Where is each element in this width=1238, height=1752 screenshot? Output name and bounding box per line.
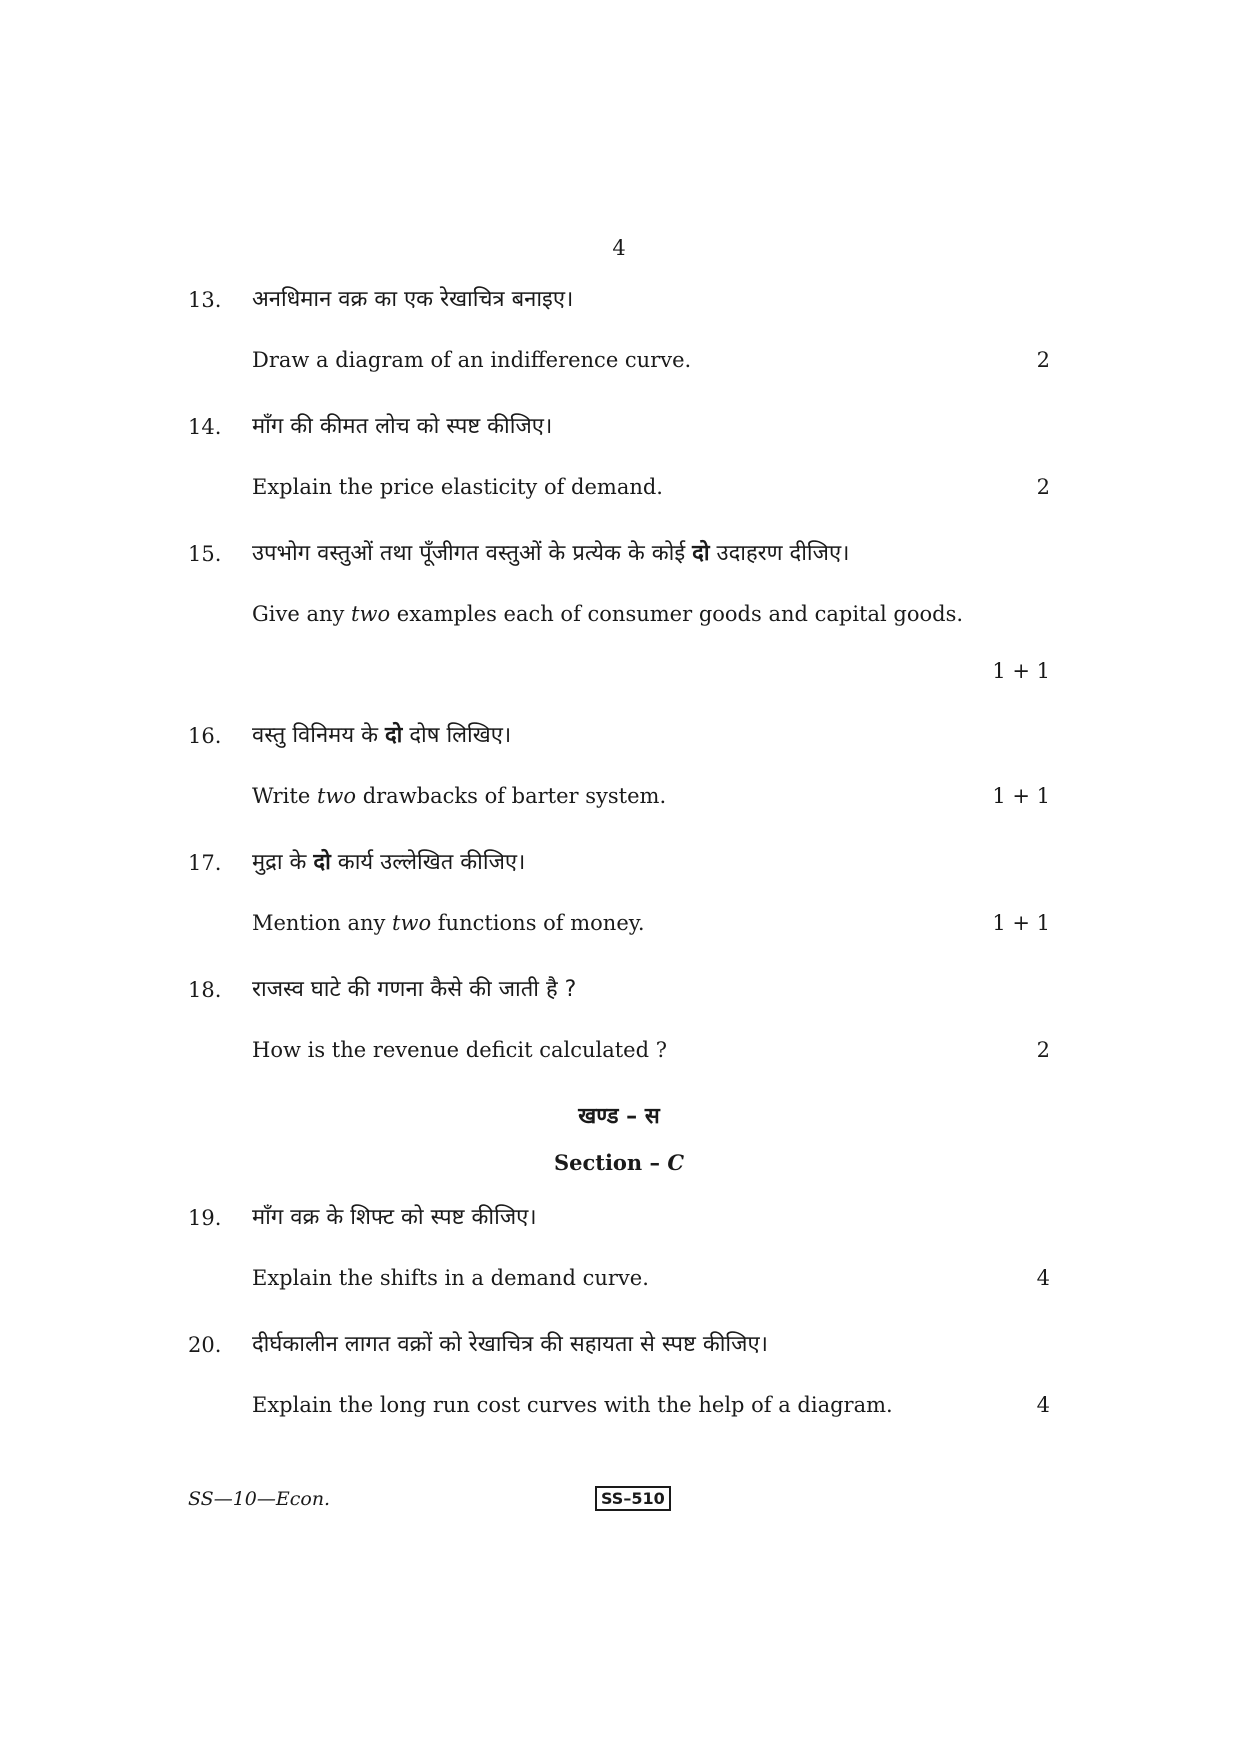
question-number: 13.	[188, 288, 222, 312]
section-letter: C	[667, 1150, 685, 1175]
english-emphasis: two	[316, 784, 357, 808]
question-hindi: अनधिमान वक्र का एक रेखाचित्र बनाइए।	[252, 287, 574, 312]
question-number: 14.	[188, 415, 222, 439]
hindi-text: मुद्रा के	[252, 850, 314, 875]
question-number: 19.	[188, 1206, 222, 1230]
question-hindi: राजस्व घाटे की गणना कैसे की जाती है ?	[252, 977, 577, 1002]
english-text: Write	[252, 784, 317, 808]
question-marks: 1 + 1	[992, 659, 1050, 683]
question-hindi	[252, 721, 511, 751]
question-number: 17.	[188, 851, 222, 875]
footer-paper-code: SS—10—Econ.	[188, 1488, 331, 1510]
question-hindi	[252, 848, 525, 878]
question-marks: 1 + 1	[992, 784, 1050, 808]
page-number: 4	[612, 236, 626, 260]
question-marks: 4	[1036, 1266, 1050, 1290]
hindi-text: उदाहरण दीजिए।	[709, 541, 850, 566]
question-number: 16.	[188, 724, 222, 748]
question-number: 20.	[188, 1333, 222, 1357]
hindi-emphasis: दो	[384, 723, 403, 748]
question-marks: 1 + 1	[992, 911, 1050, 935]
question-hindi: माँग की कीमत लोच को स्पष्ट कीजिए।	[252, 414, 553, 439]
english-text: examples each of consumer goods and capital goods.	[390, 602, 964, 626]
question-hindi	[252, 539, 849, 569]
question-hindi: माँग वक्र के शिफ्ट को स्पष्ट कीजिए।	[252, 1205, 537, 1230]
hindi-text: वस्तु विनिमय के	[252, 723, 385, 748]
question-number: 15.	[188, 542, 222, 566]
english-emphasis: two	[351, 602, 391, 626]
section-heading-hindi: खण्ड – स	[578, 1104, 660, 1129]
question-hindi: दीर्घकालीन लागत वक्रों को रेखाचित्र की सहायता से स्पष्ट कीजिए।	[252, 1332, 768, 1357]
question-marks: 2	[1036, 348, 1050, 372]
section-heading-english	[0, 1150, 1238, 1175]
footer-series-code: SS–510	[595, 1486, 671, 1511]
question-english	[252, 908, 645, 938]
hindi-text: कार्य उल्लेखित कीजिए।	[330, 850, 526, 875]
english-text: functions of money.	[431, 911, 645, 935]
question-marks: 2	[1036, 475, 1050, 499]
hindi-text: उपभोग वस्तुओं तथा पूँजीगत वस्तुओं के प्रत्येक के कोई	[252, 541, 693, 566]
hindi-emphasis: दो	[692, 541, 710, 566]
english-text: Give any	[252, 602, 352, 626]
question-english: Explain the shifts in a demand curve.	[252, 1266, 649, 1290]
english-text: drawbacks of barter system.	[356, 784, 667, 808]
hindi-emphasis: दो	[313, 850, 331, 875]
english-emphasis: two	[392, 911, 432, 935]
question-english: Explain the long run cost curves with the help of a diagram.	[252, 1393, 893, 1417]
question-marks: 2	[1036, 1038, 1050, 1062]
question-marks: 4	[1036, 1393, 1050, 1417]
question-english: Explain the price elasticity of demand.	[252, 475, 663, 499]
english-text: Mention any	[252, 911, 393, 935]
question-english	[252, 599, 963, 629]
hindi-text: दोष लिखिए।	[402, 723, 512, 748]
question-number: 18.	[188, 978, 222, 1002]
question-english: How is the revenue deficit calculated ?	[252, 1038, 667, 1062]
question-english	[252, 781, 666, 811]
question-english: Draw a diagram of an indifference curve.	[252, 348, 692, 372]
section-label: Section –	[553, 1150, 668, 1175]
